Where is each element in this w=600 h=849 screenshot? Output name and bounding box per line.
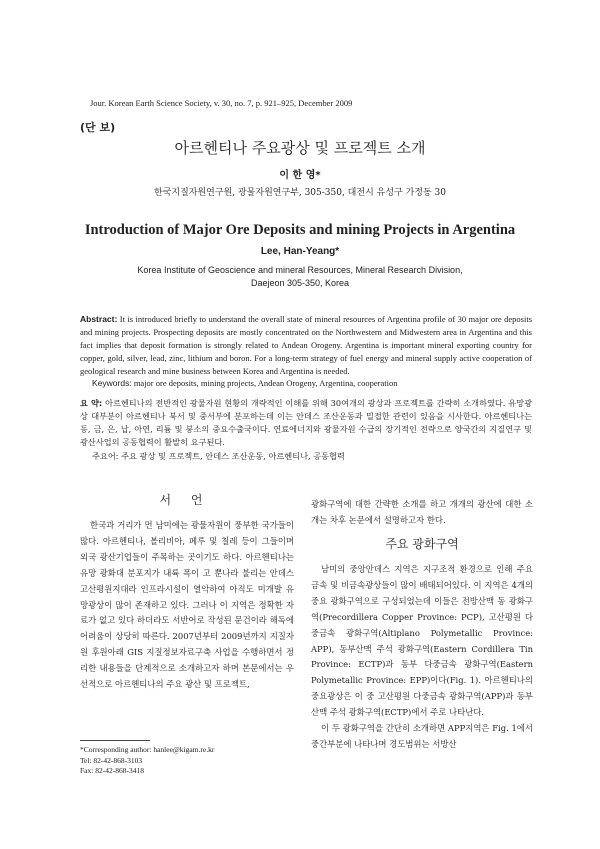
mineral-province-paragraph-2: 이 두 광화구역을 간단히 소개하면 APP지역은 Fig. 1에서 중간부분에 나타나며 경도범위는 서방산: [311, 723, 533, 749]
abstract: [80, 313, 532, 378]
abstract-label: Abstract:: [80, 314, 118, 324]
english-author: Lee, Han-Yeang*: [260, 246, 340, 257]
footnote-corresponding: *Corresponding author: hanlee@kigam.re.kr: [80, 745, 215, 754]
mineral-province-body: [311, 562, 533, 753]
intro-body: [80, 518, 294, 693]
korean-title: 아르헨티나 주요광상 및 프로젝트 소개: [174, 139, 426, 157]
journal-citation: Jour. Korean Earth Science Society, v. 30, no. 7, p. 921–925, December 2009: [90, 98, 353, 108]
korean-author: 이 한 영*: [279, 170, 321, 181]
korean-affiliation: 한국지질자원연구원, 광물자원연구부, 305-350, 대전시 유성구 가정동 30: [154, 188, 446, 198]
keywords-text: major ore deposits, mining projects, Andean Orogeny, Argentina, cooperation: [133, 378, 398, 388]
korean-summary: [80, 397, 532, 449]
intro-paragraph: 한국과 거리가 먼 남미에는 광물자원이 풍부한 국가들이 많다. 아르헨티나, 볼리비아, 페루 및 칠레 등이 그들이며 외국 광산기업들이 주목하는 곳이기도 하다. 아르헨티나는 유망 광화대 분포지가 내륙 폭이 고 뿐나라 불리는 안데스 고산평원지대라 인프라시설이 열악하여 아직도 미개발 유망광상이 많이 존재하고 있다. 그러나 이 지역은 정확한 자료가 없고 있다 하더라도 서반어로 작성된 문건이라 해독에 어려움이 상당히 따른다. 2007년부터 2009년까지 지질자원 후원아래 GIS 지질정보자료구축 사업을 수행하면서 정리한 내용들을 단계적으로 소개하고자 하며 본문에서는 우선적으로 아르헨티나의 주요 광산 및 프로젝트,: [80, 520, 294, 690]
english-affiliation-line1: Korea Institute of Geoscience and mineral Resources, Mineral Research Division,: [137, 265, 463, 275]
footnote-fax: Fax: 82-42-868-3418: [80, 766, 144, 775]
english-affiliation: [120, 264, 480, 290]
keywords-label: Keywords:: [92, 378, 132, 388]
english-title: Introduction of Major Ore Deposits and mining Projects in Argentina: [84, 222, 516, 238]
intro-heading: 서 언: [159, 493, 211, 507]
summary-text: 아르헨티나의 전반적인 광물자원 현황의 개략적인 이해를 위해 30여개의 광상과 프로젝트를 간략히 소개하였다. 유망광상 대부분이 아르헨티나 북서 및 중서부에 분포하는데 이는 안데스 조산운동과 밀접한 관련이 있음을 시사한다. 아르헨티나는 동, 금, 은, 납, 아연, 리튬 및 붕소의 중요수출국이다. 연료에너지와 광물자원 수급의 장기적인 전략으로 양국간의 지질연구 및 광산사업의 공동협력이 활발히 요구된다.: [80, 398, 532, 447]
english-affiliation-line2: Daejeon 305-350, Korea: [250, 278, 350, 288]
right-column-continuation: [311, 489, 533, 538]
summary-label: 요 약:: [80, 398, 103, 408]
korean-keywords: [92, 451, 532, 462]
korean-keywords-text: 주요 광상 및 프로젝트, 안데스 조산운동, 아르헨티나, 공동협력: [121, 451, 345, 461]
footnote-rule: [80, 740, 150, 741]
mineral-province-heading: 주요 광화구역: [385, 537, 459, 551]
mineral-province-paragraph-1: 남미의 중앙안데스 지역은 지구조적 환경으로 인해 주요 금속 및 비금속광상들이 많이 배태되어있다. 이 지역은 4개의 중요 광화구역으로 구성되었는데 이들은 전방산맥 동 광화구역(Precordillera Copper Province: PCP), 고산평원 다중금속 광화구역(Altiplano Polymetallic Province: APP), 동부산맥 주석 광화구역(Eastern Cordillera Tin Province: ECTP)과 동부 다중금속 광화구역(Eastern Polymetallic Province: EPP)이다(Fig. 1). 아르헨티나의 중요광상은 이 중 고산평원 다중금속 광화구역(APP)과 동부산맥 주석 광화구역(ECTP)에서 주로 나타난다.: [311, 564, 533, 718]
footnote: [80, 745, 214, 777]
continuation-paragraph: 광화구역에 대한 간략한 소개를 하고 개개의 광산에 대한 소개는 차후 논문에서 설명하고자 한다.: [311, 499, 533, 526]
section-tag: (단 보): [80, 121, 116, 134]
footnote-tel: Tel: 82-42-868-3103: [80, 755, 143, 765]
korean-keywords-label: 주요어:: [92, 451, 119, 461]
keywords: [92, 378, 532, 388]
abstract-text: It is introduced briefly to understand the overall state of mineral resources of Argentina profile of 30 major ore deposits and mining projects. Prospecting deposits are mostly concentrated on the Northwestern and Midwestern area in Argentina and this fact implies that deposit formation is strongly related to Andean Orogeny. Argentina is important mineral exporting country for copper, gold, silver, lead, zinc, lithium and boron. For a long-term strategy of fuel energy and mineral supply active cooperation of geological research and mine business between Korea and Argentina is needed.: [80, 314, 532, 376]
